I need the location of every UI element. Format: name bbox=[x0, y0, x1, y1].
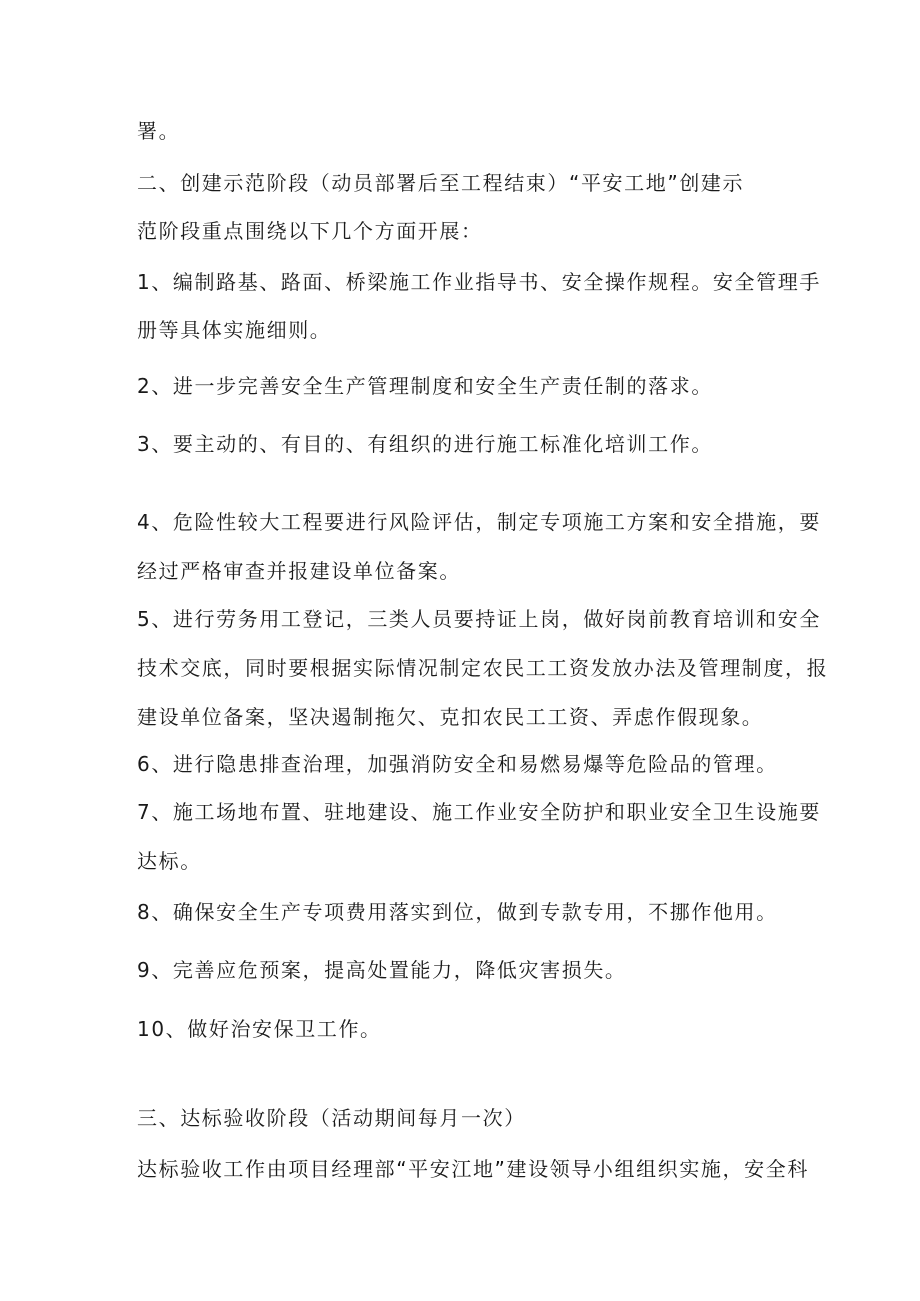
text-line: 达标。 bbox=[137, 849, 202, 873]
text-line: 署。 bbox=[137, 119, 181, 143]
list-item: 5、进行劳务用工登记，三类人员要持证上岗，做好岗前教育培训和安全 bbox=[137, 607, 821, 631]
list-item: 4、危险性较大工程要进行风险评估，制定专项施工方案和安全措施，要 bbox=[137, 510, 821, 534]
section-heading: 二、创建示范阶段（动员部署后至工程结束）“平安工地”创建示 bbox=[137, 171, 745, 195]
section-heading: 三、达标验收阶段（活动期间每月一次） bbox=[137, 1106, 526, 1130]
list-item: 7、施工场地布置、驻地建设、施工作业安全防护和职业安全卫生设施要 bbox=[137, 800, 821, 824]
list-item: 3、要主动的、有目的、有组织的进行施工标准化培训工作。 bbox=[137, 432, 713, 456]
text-line: 经过严格审查并报建设单位备案。 bbox=[137, 559, 461, 583]
list-item: 8、确保安全生产专项费用落实到位，做到专款专用，不挪作他用。 bbox=[137, 900, 778, 924]
list-item: 10、做好治安保卫工作。 bbox=[137, 1017, 382, 1041]
text-line: 册等具体实施细则。 bbox=[137, 318, 332, 342]
text-line: 范阶段重点围绕以下几个方面开展： bbox=[137, 219, 483, 243]
list-item: 9、完善应危预案，提高处置能力，降低灾害损失。 bbox=[137, 958, 627, 982]
text-line: 技术交底，同时要根据实际情况制定农民工工资发放办法及管理制度，报 bbox=[137, 656, 829, 680]
list-item: 1、编制路基、路面、桥梁施工作业指导书、安全操作规程。安全管理手 bbox=[137, 270, 821, 294]
text-line: 建设单位备案，坚决遏制拖欠、克扣农民工工资、弄虑作假现象。 bbox=[137, 705, 764, 729]
list-item: 2、进一步完善安全生产管理制度和安全生产责任制的落求。 bbox=[137, 374, 713, 398]
list-item: 6、进行隐患排查治理，加强消防安全和易燃易爆等危险品的管理。 bbox=[137, 752, 778, 776]
text-line: 达标验收工作由项目经理部“平安江地”建设领导小组组织实施，安全科 bbox=[137, 1157, 809, 1181]
